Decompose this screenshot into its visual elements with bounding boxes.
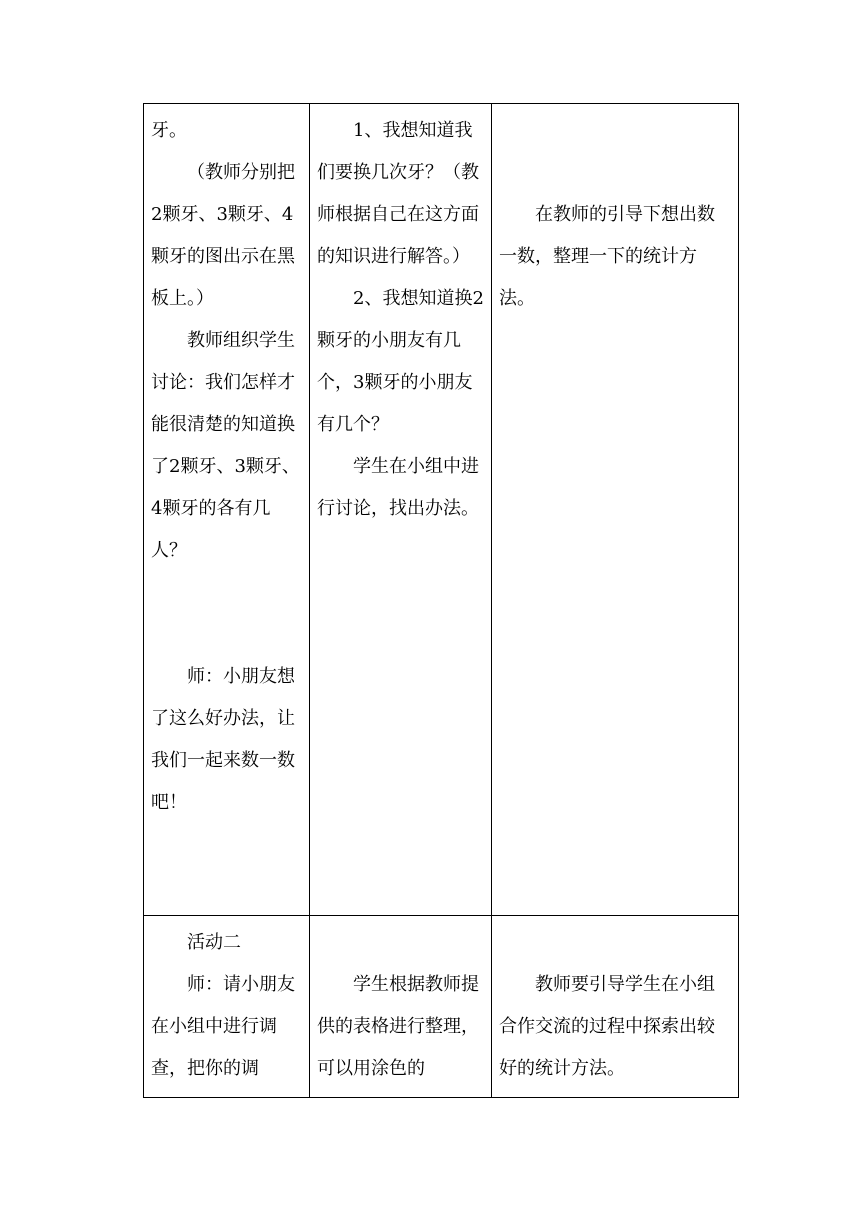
teacher-activity-cell	[144, 916, 310, 1098]
student-activity-cell	[310, 104, 492, 916]
table-row	[144, 916, 739, 1098]
blank-space	[317, 922, 484, 964]
design-intent-cell	[492, 916, 739, 1098]
paragraph: 2、我想知道换2颗牙的小朋友有几个，3颗牙的小朋友有几个？	[317, 288, 484, 435]
student-activity-cell	[310, 916, 492, 1098]
paragraph: 牙。	[151, 120, 187, 141]
paragraph: 师：请小朋友在小组中进行调查，把你的调	[151, 974, 295, 1079]
blank-space	[151, 572, 302, 656]
blank-space	[499, 922, 731, 964]
lesson-plan-table	[143, 103, 739, 1098]
paragraph: 教师要引导学生在小组合作交流的过程中探索出较好的统计方法。	[499, 974, 715, 1079]
paragraph: 活动二	[187, 932, 241, 953]
paragraph: 1、我想知道我们要换几次牙？（教师根据自己在这方面的知识进行解答。）	[317, 120, 479, 267]
paragraph: （教师分别把2颗牙、3颗牙、4颗牙的图出示在黑板上。）	[151, 162, 295, 309]
design-intent-cell	[492, 104, 739, 916]
table-row	[144, 104, 739, 916]
paragraph: 在教师的引导下想出数一数，整理一下的统计方法。	[499, 204, 715, 309]
paragraph: 学生根据教师提供的表格进行整理，可以用涂色的	[317, 974, 479, 1079]
paragraph: 师：小朋友想了这么好办法，让我们一起来数一数吧！	[151, 666, 295, 813]
paragraph: 教师组织学生讨论：我们怎样才能很清楚的知道换了2颗牙、3颗牙、4颗牙的各有几人？	[151, 330, 300, 561]
blank-space	[499, 110, 731, 194]
teacher-activity-cell	[144, 104, 310, 916]
paragraph: 学生在小组中进行讨论，找出办法。	[317, 456, 479, 519]
